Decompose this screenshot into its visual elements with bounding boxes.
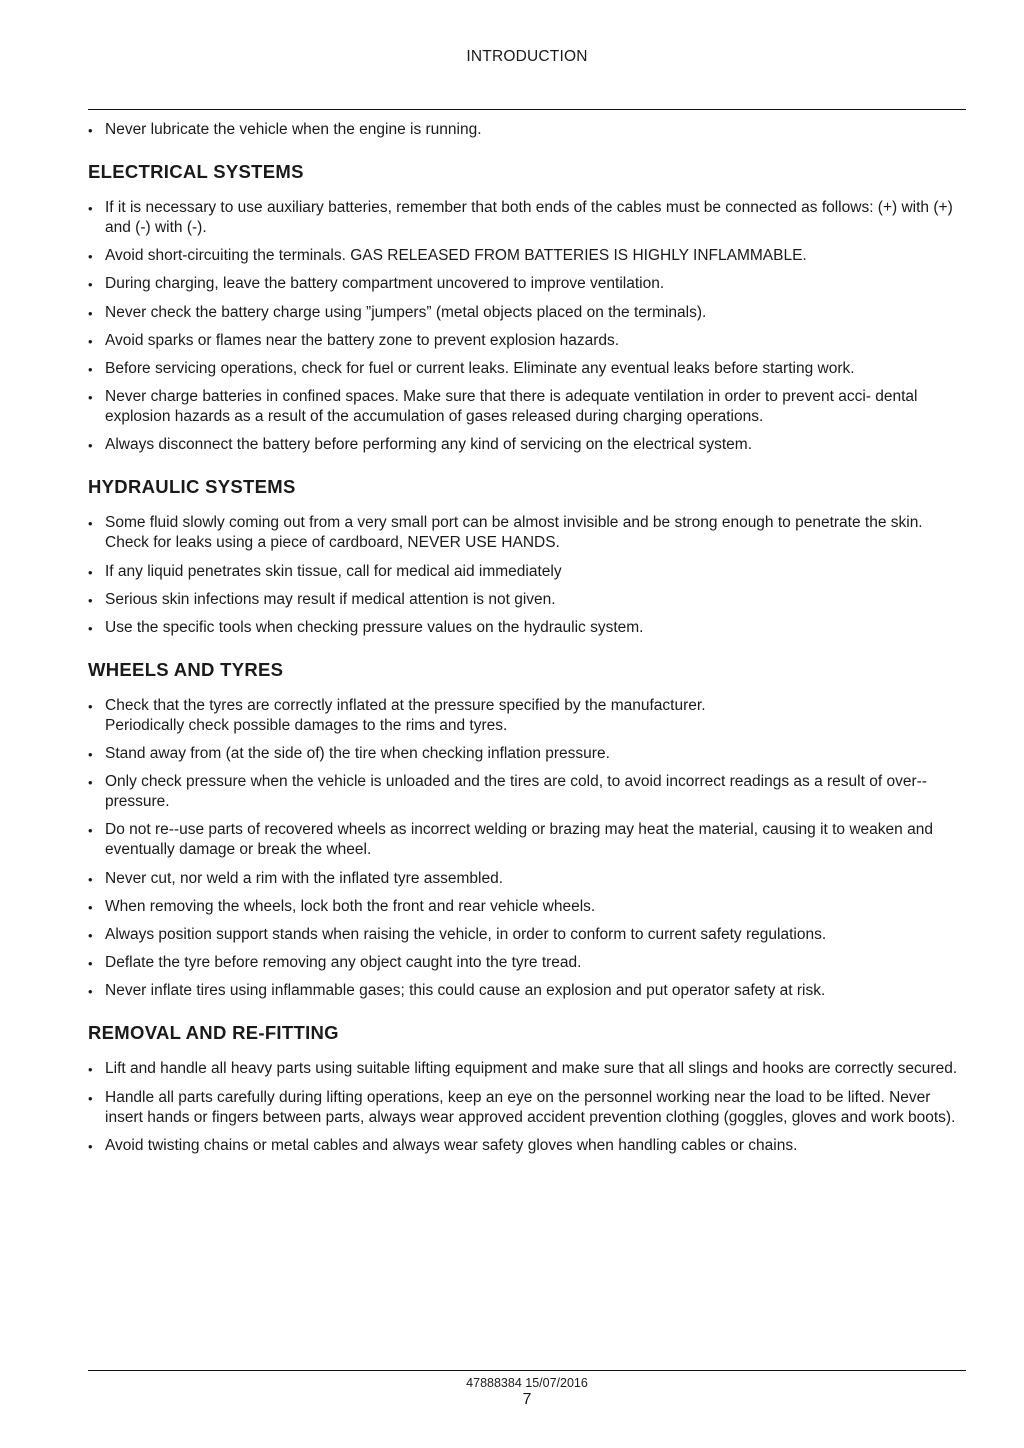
section bbox=[88, 161, 968, 455]
header-divider bbox=[88, 109, 966, 110]
list-item bbox=[88, 981, 968, 1001]
list-item-text: Serious skin infections may result if medical attention is not given. bbox=[105, 590, 556, 608]
list-item bbox=[88, 331, 968, 351]
bullet-icon: • bbox=[88, 390, 93, 406]
list-item-text: Deflate the tyre before removing any object caught into the tyre tread. bbox=[105, 954, 582, 972]
section-list bbox=[88, 1059, 968, 1155]
bullet-icon: • bbox=[88, 564, 93, 580]
page-content bbox=[88, 120, 968, 1164]
list-item bbox=[88, 513, 968, 553]
sections-container bbox=[88, 161, 968, 1156]
bullet-icon: • bbox=[88, 592, 93, 608]
list-item-text: Always position support stands when raising the vehicle, in order to conform to current safety regulations. bbox=[105, 926, 827, 943]
list-item bbox=[88, 562, 968, 582]
bullet-icon: • bbox=[88, 516, 93, 532]
list-item-text: Never check the battery charge using ”jumpers” (metal objects placed on the terminals). bbox=[105, 303, 707, 321]
list-item-text: Do not re--use parts of recovered wheels as incorrect welding or brazing may heat the material, causing it to weaken and eventually damage or break the wheel. bbox=[105, 821, 933, 859]
list-item-text: Only check pressure when the vehicle is unloaded and the tires are cold, to avoid incorrect readings as a result of over--pressure. bbox=[105, 773, 927, 811]
section-heading: ELECTRICAL SYSTEMS bbox=[88, 161, 304, 182]
header-title: INTRODUCTION bbox=[466, 48, 588, 65]
section bbox=[88, 659, 968, 1002]
list-item-text: Use the specific tools when checking pressure values on the hydraulic system. bbox=[105, 618, 644, 636]
list-item bbox=[88, 925, 968, 945]
list-item bbox=[88, 772, 968, 812]
bullet-icon: • bbox=[88, 277, 93, 293]
bullet-icon: • bbox=[88, 747, 93, 763]
list-item bbox=[88, 869, 968, 889]
list-item-text: If any liquid penetrates skin tissue, call for medical aid immediately bbox=[105, 562, 562, 580]
list-item-text: Never inflate tires using inflammable gases; this could cause an explosion and put operator safety at risk. bbox=[105, 982, 826, 1000]
bullet-icon: • bbox=[88, 698, 93, 714]
list-item bbox=[88, 696, 968, 736]
bullet-icon: • bbox=[88, 956, 93, 972]
section-list bbox=[88, 198, 968, 455]
list-item bbox=[88, 618, 968, 638]
list-item bbox=[88, 1059, 968, 1079]
list-item-text: When removing the wheels, lock both the front and rear vehicle wheels. bbox=[105, 897, 596, 915]
list-item-text: Avoid short-circuiting the terminals. GAS RELEASED FROM BATTERIES IS HIGHLY INFLAMMABLE. bbox=[105, 247, 807, 265]
bullet-icon: • bbox=[88, 249, 93, 265]
list-item bbox=[88, 744, 968, 764]
bullet-icon: • bbox=[88, 823, 93, 839]
list-item bbox=[88, 1136, 968, 1156]
list-item-text: Avoid twisting chains or metal cables and always wear safety gloves when handling cables or chains. bbox=[105, 1136, 798, 1154]
list-item bbox=[88, 590, 968, 610]
section bbox=[88, 1022, 968, 1155]
page-number: 7 bbox=[522, 1391, 532, 1408]
bullet-icon: • bbox=[88, 984, 93, 1000]
intro-list bbox=[88, 120, 968, 140]
list-item-text: Before servicing operations, check for fuel or current leaks. Eliminate any eventual leaks before starting work. bbox=[105, 359, 855, 377]
list-item bbox=[88, 274, 968, 294]
list-item bbox=[88, 198, 968, 238]
bullet-icon: • bbox=[88, 361, 93, 377]
bullet-icon: • bbox=[88, 201, 93, 216]
list-item-text: Never lubricate the vehicle when the engine is running. bbox=[105, 121, 482, 138]
list-item-text: During charging, leave the battery compartment uncovered to improve ventilation. bbox=[105, 275, 665, 293]
list-item bbox=[88, 303, 968, 323]
bullet-icon: • bbox=[88, 1090, 93, 1106]
section-heading: REMOVAL AND RE-FITTING bbox=[88, 1022, 339, 1044]
list-item bbox=[88, 246, 968, 266]
bullet-icon: • bbox=[88, 305, 93, 321]
list-item-text: Never cut, nor weld a rim with the inflated tyre assembled. bbox=[105, 869, 504, 887]
bullet-icon: • bbox=[88, 775, 93, 791]
list-item bbox=[88, 120, 968, 140]
bullet-icon: • bbox=[88, 1138, 93, 1154]
list-item-text: Handle all parts carefully during lifting operations, keep an eye on the personnel working near the load to be lifted. Never insert hands or fingers between parts, always wear approved accident prevention clothing (goggles, gloves and work boots). bbox=[105, 1088, 956, 1126]
section-heading: WHEELS AND TYRES bbox=[88, 658, 284, 680]
list-item-text: If it is necessary to use auxiliary batteries, remember that both ends of the cables must be connected as follows: (+) with (+) and (-) with (-). bbox=[105, 199, 953, 236]
list-item bbox=[88, 820, 968, 860]
bullet-icon: • bbox=[88, 620, 93, 636]
section-list bbox=[88, 696, 968, 1002]
list-item-text: Avoid sparks or flames near the battery zone to prevent explosion hazards. bbox=[105, 331, 620, 349]
list-item bbox=[88, 387, 968, 427]
list-item bbox=[88, 1088, 968, 1128]
list-item-text: Always disconnect the battery before performing any kind of servicing on the electrical system. bbox=[105, 436, 753, 454]
list-item bbox=[88, 953, 968, 973]
bullet-icon: • bbox=[88, 333, 93, 349]
list-item-text: Stand away from (at the side of) the tire when checking inflation pressure. bbox=[105, 745, 610, 763]
bullet-icon: • bbox=[88, 928, 93, 943]
bullet-icon: • bbox=[88, 871, 93, 887]
list-item-text: Check that the tyres are correctly inflated at the pressure specified by the manufacturer. Periodically check possible damages to the rims and tyres. bbox=[105, 696, 706, 734]
section bbox=[88, 476, 968, 638]
list-item bbox=[88, 435, 968, 455]
bullet-icon: • bbox=[88, 123, 93, 138]
list-item-text: Lift and handle all heavy parts using suitable lifting equipment and make sure that all slings and hooks are correctly secured. bbox=[105, 1060, 958, 1078]
bullet-icon: • bbox=[88, 899, 93, 915]
bullet-icon: • bbox=[88, 1062, 93, 1078]
bullet-icon: • bbox=[88, 438, 93, 454]
list-item-text: Never charge batteries in confined spaces. Make sure that there is adequate ventilation in order to prevent acci- dental explosion hazards as a result of the accumulation of gases released during charging operations. bbox=[105, 388, 918, 426]
list-item bbox=[88, 359, 968, 379]
section-list bbox=[88, 513, 968, 638]
footer-divider bbox=[88, 1370, 966, 1371]
list-item-text: Some fluid slowly coming out from a very small port can be almost invisible and be strong enough to penetrate the skin. Check for leaks using a piece of cardboard, NEVER USE HANDS. bbox=[105, 514, 923, 552]
footer-doc-id: 47888384 15/07/2016 bbox=[466, 1376, 588, 1390]
list-item bbox=[88, 897, 968, 917]
section-heading: HYDRAULIC SYSTEMS bbox=[88, 476, 296, 498]
